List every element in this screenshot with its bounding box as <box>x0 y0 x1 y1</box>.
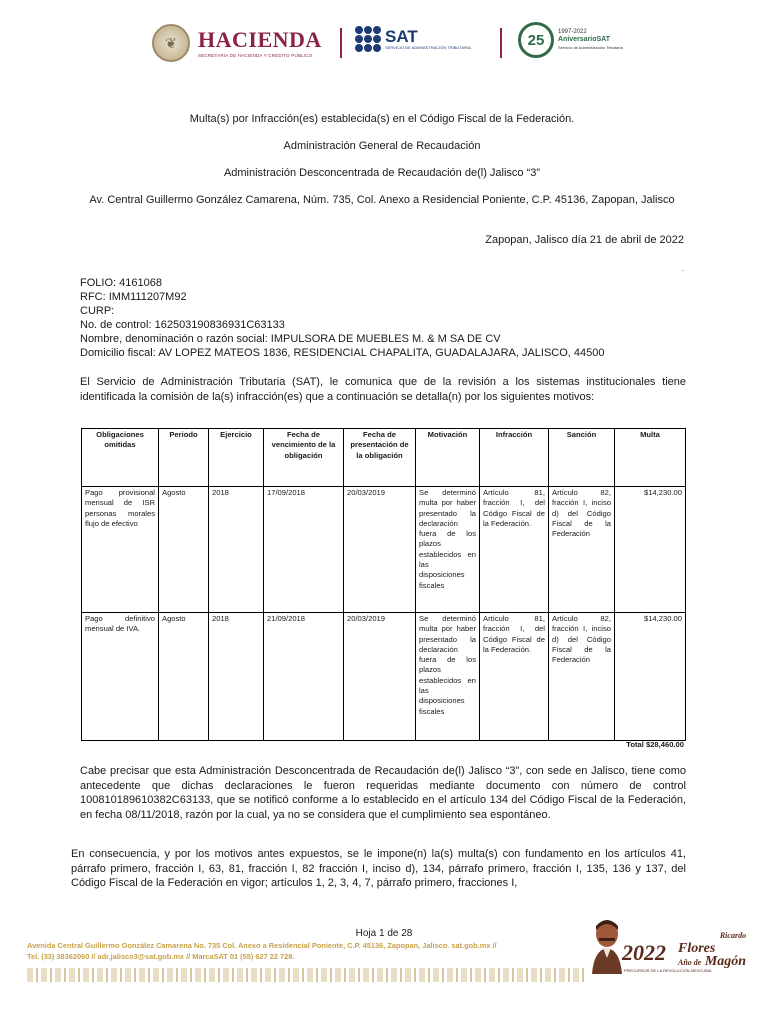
cell-period: Agosto <box>159 487 209 613</box>
column-header: Fecha de vencimiento de la obligación <box>264 429 344 487</box>
column-header: Ejercicio <box>209 429 264 487</box>
cell-motivation: Se determinó multa por haber presentado la declaración fuera de los plazos establecidos en las disposiciones fiscales <box>416 613 480 741</box>
folio: FOLIO: 4161068 <box>80 277 162 289</box>
anniversary-subtitle: Servicio de Administración Tributaria <box>558 45 623 50</box>
table-row <box>82 487 686 613</box>
anniversary-years: 1997-2022 <box>558 29 587 35</box>
sat-logo <box>355 26 471 52</box>
letterhead <box>0 18 768 72</box>
cell-fine: $14,230.00 <box>615 487 686 613</box>
administration-local: Administración Desconcentrada de Recaudación de(l) Jalisco “3” <box>223 167 541 179</box>
infractions-table <box>81 428 686 741</box>
cell-obligation: Pago definitivo mensual de IVA. <box>82 613 159 741</box>
column-header: Motivación <box>416 429 480 487</box>
cell-infraction: Artículo 81, fracción I, del Código Fiscal de la Federación. <box>480 487 549 613</box>
column-header: Multa <box>615 429 686 487</box>
table-header-row <box>82 429 686 487</box>
ricardo-label: Ricardo <box>719 931 747 940</box>
ano-de-label: Año de <box>678 958 702 967</box>
year-2022: 2022 <box>622 940 666 965</box>
sat-subtitle: SERVICIO DE ADMINISTRACIÓN TRIBUTARIA <box>385 45 471 50</box>
flores-label: Flores <box>678 941 716 956</box>
control-number: No. de control: 162503190836931C63133 <box>80 319 285 331</box>
cell-sanction: Artículo 82, fracción I, inciso d) del Código Fiscal de la Federación <box>549 613 615 741</box>
precursor-label: PRECURSOR DE LA REVOLUCIÓN MEXICANA <box>624 968 712 973</box>
cell-obligation: Pago provisional mensual de ISR personas morales flujo de efectivo <box>82 487 159 613</box>
cell-infraction: Artículo 81, fracción I, del Código Fiscal de la Federación. <box>480 613 549 741</box>
document-title: Multa(s) por Infracción(es) establecida(s) en el Código Fiscal de la Federación. <box>189 113 575 125</box>
column-header: Fecha de presentación de la obligación <box>344 429 416 487</box>
date-line: Zapopan, Jalisco día 21 de abril de 2022 <box>485 234 684 246</box>
rfc: RFC: IMM111207M92 <box>80 291 187 303</box>
column-header: Periodo <box>159 429 209 487</box>
office-address: Av. Central Guillermo González Camarena, Núm. 735, Col. Anexo a Residencial Poniente, C.P. 45136, Zapopan, Jalisco <box>89 194 675 206</box>
cell-year: 2018 <box>209 487 264 613</box>
magon-label: Magón <box>704 954 747 969</box>
cell-fine: $14,230.00 <box>615 613 686 741</box>
column-header: Obligaciones omitidas <box>82 429 159 487</box>
sat-dots-icon <box>355 26 381 52</box>
separator-dot: . <box>681 264 684 273</box>
intro-paragraph: El Servicio de Administración Tributaria (SAT), le comunica que de la revisión a los sistemas institucionales tiene identificada la comisión de la(s) infracción(es) que a continuación se detalla(n) por los siguientes motivos: <box>80 376 686 403</box>
anniversary-title: AniversarioSAT <box>558 36 610 43</box>
antecedent-paragraph: Cabe precisar que esta Administración Desconcentrada de Recaudación de(l) Jalisco “3”, con sede en Jalisco, tiene como antecedente que dichas declaraciones le fueron requeridas mediante documento con número de control 100810189610382C63133, que se notificó conforme a lo establecido en el artículo 134 del Código Fiscal de la Federación, en fecha 08/11/2018, razón por la cual, ya no se considera que el cumplimiento sea espontáneo. <box>80 765 686 821</box>
cell-filed-date: 20/03/2019 <box>344 487 416 613</box>
cell-due-date: 17/09/2018 <box>264 487 344 613</box>
footer-contact-line: Tel. (33) 38362060 // adr.jalisco3@sat.gob.mx // MarcaSAT 01 (55) 627 22 728. <box>27 952 295 961</box>
fiscal-address: Domicilio fiscal: AV LOPEZ MATEOS 1836, RESIDENCIAL CHAPALITA, GUADALAJARA, JALISCO, 44500 <box>80 347 605 359</box>
table-total: Total $28,460.00 <box>626 740 684 749</box>
column-header: Sanción <box>549 429 615 487</box>
page-number: Hoja 1 de 28 <box>355 928 413 939</box>
curp: CURP: <box>80 305 115 317</box>
cell-motivation: Se determinó multa por haber presentado la declaración fuera de los plazos establecidos en las disposiciones fiscales <box>416 487 480 613</box>
administration-general: Administración General de Recaudación <box>283 140 481 152</box>
header-divider <box>500 28 502 58</box>
anniversary-25-icon: 25 <box>518 22 554 58</box>
year-logo <box>622 931 747 973</box>
footer-address <box>27 940 497 962</box>
anniversary-logo <box>518 22 623 58</box>
cell-year: 2018 <box>209 613 264 741</box>
cell-due-date: 21/09/2018 <box>264 613 344 741</box>
column-header: Infracción <box>480 429 549 487</box>
consequence-paragraph: En consecuencia, y por los motivos antes expuestos, se le impone(n) la(s) multa(s) con fundamento en los artículos 41, párrafo primero, fracción I, 63, 81, fracción I, 82 fracción I, inciso d), 134, párrafo primero, fracción I, 135, 136 y 137, del Código Fiscal de la Federación en vigor; artículos 1, 2, 3, 4, 7, párrafo primero, fracciones I, <box>71 848 686 889</box>
hacienda-subtitle: SECRETARÍA DE HACIENDA Y CRÉDITO PÚBLICO <box>198 52 313 58</box>
taxpayer-name: Nombre, denominación o razón social: IMPULSORA DE MUEBLES M. & M SA DE CV <box>80 333 501 345</box>
cell-sanction: Artículo 82, fracción I, inciso d) del Código Fiscal de la Federación <box>549 487 615 613</box>
portrait-icon <box>590 918 624 974</box>
sat-name: SAT <box>385 27 418 46</box>
taxpayer-info <box>80 276 686 360</box>
cell-period: Agosto <box>159 613 209 741</box>
hacienda-name: HACIENDA <box>198 26 322 52</box>
decorative-border <box>27 968 587 982</box>
hacienda-logo <box>152 24 322 62</box>
mexico-seal-icon: ❦ <box>152 24 190 62</box>
table-row <box>82 613 686 741</box>
header-divider <box>340 28 342 58</box>
footer-address-line: Avenida Central Guillermo González Camarena No. 735 Col. Anexo a Residencial Poniente, C.P. 45136, Zapopan, Jalisco. sat.gob.mx // <box>27 941 497 950</box>
cell-filed-date: 20/03/2019 <box>344 613 416 741</box>
